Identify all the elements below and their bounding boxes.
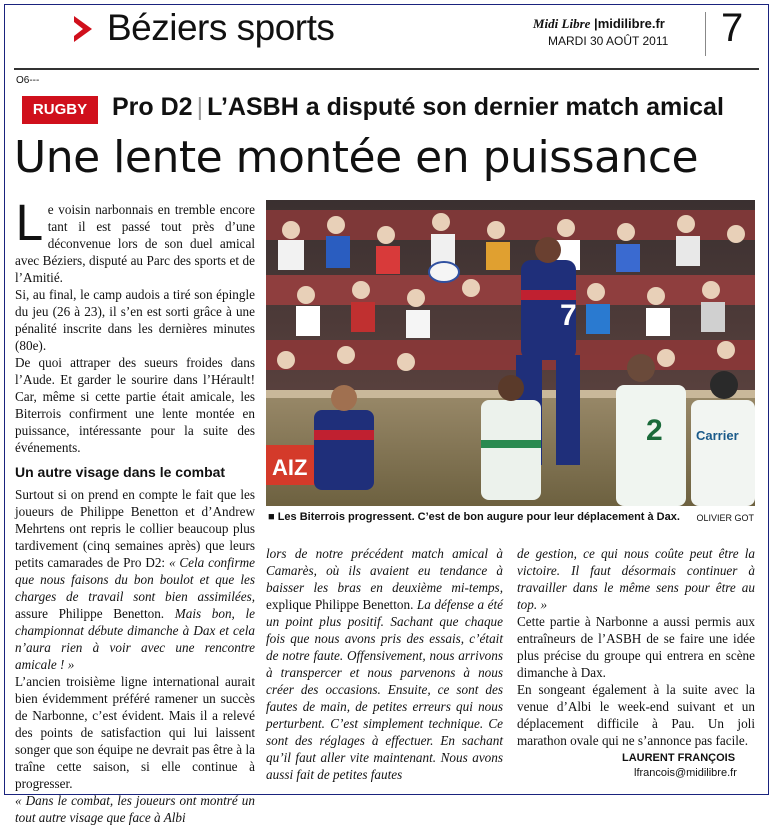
paragraph <box>15 486 255 673</box>
column-3 <box>517 545 755 749</box>
column-1 <box>15 196 255 826</box>
text-run: assure Philippe Benetton. <box>15 606 175 621</box>
headline: Une lente montée en puissance <box>14 132 699 183</box>
masthead-separator: | <box>594 16 598 31</box>
page-number: 7 <box>721 6 744 50</box>
newspaper-logo: Midi Libre <box>533 16 591 31</box>
text-run: Surtout si on prend en compte le fait que les joueurs de Philippe Benetton et d’Andrew Mehrtens ont repris le collier beaucoup plus tardivement (cinq semaines après) que leurs petits camarades de Pro D2: <box>15 487 255 570</box>
svg-text:2: 2 <box>646 414 663 447</box>
sponsor-text: Carrier <box>696 428 739 443</box>
match-photo <box>266 200 755 506</box>
text-run: explique Philippe Benetton. <box>266 597 417 612</box>
paragraph: En songeant également à la suite avec la venue d’Albi le week-end suivant et un déplacement difficile à Pau. Un joli marathon ovale qui ne s’annonce pas facile. <box>517 682 755 748</box>
masthead <box>533 16 665 32</box>
intro-text: e voisin narbonnais en tremble encore tant il est passé tout près d’une déconvenue lors de son duel amical avec Béziers, disputé au Parc des sports et de l’Amitié. <box>15 202 255 285</box>
paragraph: Cette partie à Narbonne a aussi permis aux entraîneurs de l’ASBH de se faire une idée plus précise du groupe qui entrera en scène dimanche à Dax. <box>517 614 755 680</box>
paragraph: L’ancien troisième ligne international aurait bien évidemment préféré ramener un succès de Narbonne, c’est évident. Mais il a relevé des points de satisfaction qui lui laissent songer que son équipe ne devrait pas être à la traîne cette saison, si elle continue à progresser. <box>15 674 255 791</box>
author-name: LAURENT FRANÇOIS <box>622 752 736 764</box>
paragraph: Si, au final, le camp audois a tiré son épingle du jeu (26 à 23), il s’en est sorti grâce à une pénalité inscrite dans les dernières minutes (80e). <box>15 287 255 353</box>
paragraph: De quoi attraper des sueurs froides dans l’Aude. Et garder le sourire dans l’Hérault! Car, même si cette partie était amicale, les Biterrois confirment une lente montée en puissance, intéressante pour la suite des événements. <box>15 355 255 455</box>
category-badge: RUGBY <box>22 96 98 124</box>
column-2 <box>266 545 503 783</box>
banner-text: AIZ <box>272 455 308 480</box>
chevron-right-icon <box>74 16 92 42</box>
caption-text: ■ Les Biterrois progressent. C’est de bon augure pour leur déplacement à Dax. <box>268 511 680 523</box>
kicker-separator: | <box>196 93 204 121</box>
section-title: Béziers sports <box>107 7 335 48</box>
kicker <box>112 93 724 122</box>
rugby-lineout-image <box>266 200 755 506</box>
site-name: midilibre.fr <box>597 16 665 31</box>
photo-caption <box>268 511 754 523</box>
author-email[interactable]: lfrancois@midilibre.fr <box>634 767 737 779</box>
paragraph <box>266 545 503 783</box>
quote-run: « Cela confirme que nous faisons du bon boulot et que les charges de travail sont bien assimilées, <box>15 555 255 604</box>
subheading: Un autre visage dans le combat <box>15 464 226 480</box>
paragraph-quote: « Dans le combat, les joueurs ont montré un tout autre visage que face à Albi <box>15 793 255 825</box>
photo-credit: OLIVIER GOT <box>696 513 754 523</box>
quote-run: La défense a été un point plus positif. Sachant que chaque fois que nous avons pris des essais, c’était de notre faute. Offensivement, nous arrivons à transpercer et nous parvenons à nous créer des occasions. Ensuite, ce sont des fautes de main, de petites erreurs qui nous perturbent. C’est simplement technique. Ce sont des réglages à effectuer. En sachant qu’il faut aller vite maintenant. Nous avons aussi fait de petites fautes <box>266 597 503 782</box>
layout-code: O6--- <box>16 75 40 86</box>
header-divider <box>705 12 706 56</box>
kicker-title: L’ASBH a disputé son dernier match amical <box>207 93 724 121</box>
paragraph-quote: de gestion, ce qui nous coûte peut être la victoire. Il faut désormais continuer à travailler dans le même sens pour être au top. » <box>517 546 755 612</box>
jersey-number: 7 <box>560 299 577 332</box>
kicker-league: Pro D2 <box>112 93 193 121</box>
quote-run: lors de notre précédent match amical à Camarès, où ils avaient eu tendance à baisser les bras en deuxième mi-temps, <box>266 546 503 595</box>
drop-cap: L <box>15 196 42 252</box>
quote-run: Mais bon, le championnat débute dimanche à Dax et cela n’aura rien à voir avec une rencontre amicale ! » <box>15 606 255 672</box>
header-rule <box>14 68 759 70</box>
paragraph-intro <box>15 196 255 286</box>
issue-date: MARDI 30 AOÛT 2011 <box>548 34 669 48</box>
